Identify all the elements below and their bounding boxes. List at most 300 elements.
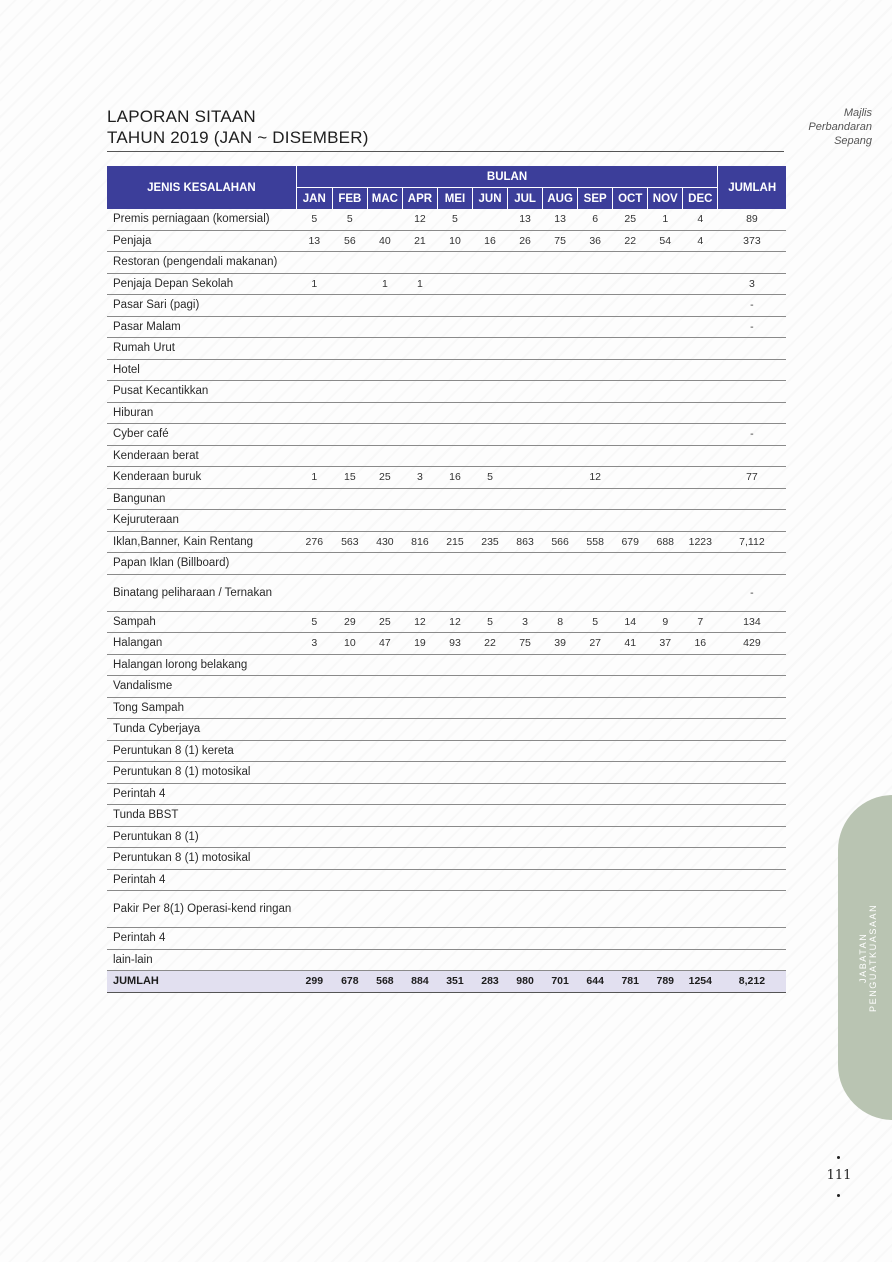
month-value-jul [508,949,543,971]
month-value-sep [578,295,613,317]
month-value-mei: 93 [437,633,472,655]
month-value-oct [613,338,648,360]
month-value-nov [648,848,683,870]
month-value-mei [437,510,472,532]
month-value-jan: 5 [296,209,332,230]
table-row [107,719,786,741]
table-row [107,869,786,891]
table-row [107,424,786,446]
month-value-apr: 19 [402,633,437,655]
month-value-jul [508,316,543,338]
month-value-jan [296,553,332,575]
month-value-mac [367,338,402,360]
month-value-aug [543,467,578,489]
month-value-mac [367,676,402,698]
month-value-mei [437,381,472,403]
offense-name: Hiburan [107,402,296,424]
offense-name: Perintah 4 [107,928,296,950]
month-value-jul [508,762,543,784]
month-value-nov [648,928,683,950]
month-value-jun [473,488,508,510]
month-value-mei [437,928,472,950]
month-value-sep [578,869,613,891]
month-value-mac [367,252,402,274]
month-value-sep [578,697,613,719]
month-value-jun [473,424,508,446]
table-row [107,697,786,719]
month-value-jun [473,826,508,848]
row-total [718,654,786,676]
month-value-jan: 1 [296,467,332,489]
row-total [718,338,786,360]
month-value-feb [332,553,367,575]
month-value-aug [543,869,578,891]
month-value-jul [508,381,543,403]
month-value-jun [473,783,508,805]
month-value-feb [332,762,367,784]
month-value-mei [437,805,472,827]
offense-name: Cyber café [107,424,296,446]
month-value-apr [402,928,437,950]
offense-name: Perintah 4 [107,869,296,891]
offense-name: Rumah Urut [107,338,296,360]
month-value-jul [508,574,543,611]
row-total: 89 [718,209,786,230]
month-value-aug [543,654,578,676]
month-value-nov [648,574,683,611]
offense-name: JUMLAH [107,971,296,993]
month-value-feb: 563 [332,531,367,553]
month-value-apr [402,719,437,741]
month-value-jul [508,424,543,446]
month-value-sep [578,510,613,532]
month-value-jan [296,826,332,848]
month-value-aug [543,316,578,338]
month-value-nov [648,740,683,762]
month-value-jun [473,869,508,891]
month-value-oct [613,869,648,891]
month-value-apr: 3 [402,467,437,489]
month-value-aug [543,697,578,719]
month-value-dec [683,654,718,676]
month-value-jun [473,697,508,719]
month-value-mac [367,848,402,870]
row-total [718,762,786,784]
row-total [718,553,786,575]
month-value-mac [367,826,402,848]
month-value-jun [473,338,508,360]
month-value-dec [683,510,718,532]
offense-name: Bangunan [107,488,296,510]
row-total [718,805,786,827]
offense-name: Perintah 4 [107,783,296,805]
month-value-feb [332,510,367,532]
month-value-jul [508,869,543,891]
month-value-jun [473,295,508,317]
row-total [718,869,786,891]
month-value-sep [578,826,613,848]
month-value-apr [402,424,437,446]
month-value-nov [648,424,683,446]
month-value-mei [437,719,472,741]
month-value-nov: 37 [648,633,683,655]
month-value-apr: 12 [402,209,437,230]
month-value-feb [332,402,367,424]
month-value-dec: 1254 [683,971,718,993]
month-value-dec: 16 [683,633,718,655]
month-value-nov [648,295,683,317]
month-value-dec [683,488,718,510]
offense-name: Tong Sampah [107,697,296,719]
month-value-feb [332,295,367,317]
month-value-oct [613,928,648,950]
month-value-oct: 679 [613,531,648,553]
row-total: - [718,574,786,611]
month-value-oct [613,783,648,805]
month-value-mei [437,402,472,424]
month-value-jun: 5 [473,467,508,489]
month-value-jun: 16 [473,230,508,252]
table-row [107,928,786,950]
month-value-feb [332,697,367,719]
month-value-mac [367,510,402,532]
month-value-aug [543,553,578,575]
page-dot-top [837,1156,840,1159]
month-value-apr [402,445,437,467]
month-value-jun: 5 [473,611,508,633]
month-value-jun [473,762,508,784]
month-value-dec [683,697,718,719]
table-row [107,467,786,489]
month-value-nov: 789 [648,971,683,993]
month-value-aug: 8 [543,611,578,633]
month-value-jul [508,805,543,827]
month-value-aug: 701 [543,971,578,993]
month-value-dec [683,381,718,403]
organization-name [808,106,872,148]
header-month-dec: DEC [683,188,718,210]
month-value-oct [613,762,648,784]
month-value-feb [332,676,367,698]
table-row [107,338,786,360]
table-row [107,783,786,805]
month-value-feb [332,488,367,510]
month-value-jun [473,359,508,381]
offense-name: lain-lain [107,949,296,971]
month-value-nov [648,891,683,928]
month-value-aug [543,510,578,532]
month-value-dec [683,402,718,424]
month-value-sep [578,928,613,950]
month-value-mac [367,805,402,827]
month-value-nov [648,252,683,274]
month-value-jan: 13 [296,230,332,252]
month-value-jan [296,295,332,317]
month-value-oct [613,553,648,575]
row-total [718,381,786,403]
month-value-mac [367,697,402,719]
month-value-jul [508,891,543,928]
month-value-jan [296,402,332,424]
month-value-aug [543,891,578,928]
month-value-jan [296,445,332,467]
month-value-jun: 22 [473,633,508,655]
month-value-dec [683,740,718,762]
month-value-jan [296,488,332,510]
month-value-jul [508,553,543,575]
month-value-dec [683,574,718,611]
month-value-dec [683,445,718,467]
month-value-oct [613,252,648,274]
month-value-jul [508,467,543,489]
page-dot-bottom [837,1194,840,1197]
month-value-apr [402,891,437,928]
offense-name: Tunda Cyberjaya [107,719,296,741]
offense-name: Kenderaan buruk [107,467,296,489]
header-month-jul: JUL [508,188,543,210]
month-value-nov: 1 [648,209,683,230]
month-value-mac [367,402,402,424]
table-row [107,531,786,553]
month-value-apr [402,574,437,611]
row-total: 373 [718,230,786,252]
month-value-feb: 10 [332,633,367,655]
month-value-mei [437,676,472,698]
month-value-dec [683,316,718,338]
month-value-jul: 75 [508,633,543,655]
month-value-jun [473,445,508,467]
month-value-jan [296,783,332,805]
row-total: - [718,316,786,338]
month-value-mei [437,445,472,467]
row-total: - [718,424,786,446]
month-value-jun [473,676,508,698]
month-value-mac [367,295,402,317]
header-month-oct: OCT [613,188,648,210]
month-value-mac [367,740,402,762]
month-value-jan: 299 [296,971,332,993]
month-value-dec: 4 [683,209,718,230]
month-value-mei [437,295,472,317]
month-value-aug [543,928,578,950]
month-value-nov [648,826,683,848]
month-value-sep [578,316,613,338]
month-value-dec [683,719,718,741]
month-value-apr [402,848,437,870]
month-value-dec [683,295,718,317]
table-row [107,762,786,784]
month-value-jan [296,949,332,971]
table-row [107,949,786,971]
month-value-apr [402,805,437,827]
month-value-jun [473,574,508,611]
month-value-jan [296,891,332,928]
header-jenis-kesalahan: JENIS KESALAHAN [107,166,296,209]
month-value-jan [296,805,332,827]
month-value-feb: 15 [332,467,367,489]
month-value-apr: 1 [402,273,437,295]
month-value-sep [578,654,613,676]
month-value-oct [613,826,648,848]
month-value-jul [508,273,543,295]
month-value-apr [402,697,437,719]
month-value-jun: 235 [473,531,508,553]
month-value-oct [613,424,648,446]
month-value-oct [613,467,648,489]
month-value-aug [543,949,578,971]
month-value-jun [473,654,508,676]
month-value-mac [367,445,402,467]
month-value-jan [296,338,332,360]
header-jumlah: JUMLAH [718,166,786,209]
month-value-mei [437,762,472,784]
month-value-oct: 41 [613,633,648,655]
month-value-mac [367,209,402,230]
month-value-mei [437,891,472,928]
month-value-nov: 54 [648,230,683,252]
seizure-report-table [107,166,786,993]
month-value-dec [683,869,718,891]
month-value-apr [402,381,437,403]
month-value-nov [648,316,683,338]
month-value-aug [543,783,578,805]
month-value-aug [543,826,578,848]
month-value-jan [296,740,332,762]
month-value-nov [648,381,683,403]
month-value-jan: 3 [296,633,332,655]
month-value-sep: 558 [578,531,613,553]
row-total: 7,112 [718,531,786,553]
month-value-feb: 56 [332,230,367,252]
month-value-mac: 1 [367,273,402,295]
month-value-jun [473,402,508,424]
month-value-dec [683,805,718,827]
month-value-jul [508,338,543,360]
month-value-apr [402,676,437,698]
month-value-feb [332,783,367,805]
month-value-nov [648,273,683,295]
row-total [718,928,786,950]
month-value-aug [543,740,578,762]
month-value-apr [402,316,437,338]
month-value-sep [578,273,613,295]
month-value-nov: 9 [648,611,683,633]
month-value-oct [613,488,648,510]
row-total [718,402,786,424]
page-number: 111 [826,1168,852,1183]
month-value-aug [543,805,578,827]
org-line-2: Perbandaran [808,121,872,133]
offense-name: Peruntukan 8 (1) kereta [107,740,296,762]
total-row [107,971,786,993]
table-row [107,273,786,295]
month-value-sep [578,783,613,805]
row-total [718,719,786,741]
row-total: 429 [718,633,786,655]
table-row [107,633,786,655]
month-value-aug: 75 [543,230,578,252]
table-row [107,805,786,827]
month-value-mac [367,762,402,784]
month-value-jan [296,928,332,950]
month-value-mei: 5 [437,209,472,230]
month-value-sep [578,719,613,741]
month-value-oct [613,445,648,467]
table-row [107,230,786,252]
month-value-feb [332,338,367,360]
month-value-apr [402,654,437,676]
month-value-mei [437,740,472,762]
month-value-aug [543,381,578,403]
month-value-feb [332,381,367,403]
month-value-jan [296,424,332,446]
month-value-sep: 6 [578,209,613,230]
month-value-sep: 12 [578,467,613,489]
table-row [107,381,786,403]
month-value-nov [648,488,683,510]
month-value-feb [332,740,367,762]
month-value-apr [402,826,437,848]
month-value-mei: 351 [437,971,472,993]
month-value-feb [332,928,367,950]
title-line-1: LAPORAN SITAAN [107,107,256,126]
offense-name: Pusat Kecantikkan [107,381,296,403]
month-value-jan [296,359,332,381]
month-value-apr: 884 [402,971,437,993]
offense-name: Peruntukan 8 (1) motosikal [107,762,296,784]
month-value-aug [543,359,578,381]
offense-name: Kenderaan berat [107,445,296,467]
table-row [107,402,786,424]
row-total [718,510,786,532]
month-value-sep [578,805,613,827]
month-value-nov [648,402,683,424]
month-value-aug: 39 [543,633,578,655]
month-value-apr [402,359,437,381]
month-value-mac [367,381,402,403]
month-value-jul: 980 [508,971,543,993]
table-row [107,574,786,611]
month-value-feb [332,273,367,295]
month-value-sep: 27 [578,633,613,655]
month-value-feb: 29 [332,611,367,633]
month-value-aug [543,402,578,424]
month-value-oct [613,719,648,741]
month-value-sep [578,359,613,381]
month-value-jun [473,719,508,741]
month-value-mac [367,654,402,676]
row-total [718,445,786,467]
month-value-sep [578,740,613,762]
month-value-jun [473,949,508,971]
month-value-oct: 14 [613,611,648,633]
month-value-oct [613,402,648,424]
table-row [107,209,786,230]
month-value-oct [613,574,648,611]
section-label: JABATAN PENGUATKUASAAN [858,903,878,1012]
month-value-jan [296,869,332,891]
offense-name: Pakir Per 8(1) Operasi-kend ringan [107,891,296,928]
month-value-sep [578,848,613,870]
month-value-feb [332,826,367,848]
org-line-1: Majlis [843,107,872,119]
row-total [718,697,786,719]
month-value-mac: 25 [367,611,402,633]
month-value-sep [578,402,613,424]
month-value-mac: 47 [367,633,402,655]
month-value-dec [683,676,718,698]
month-value-jun [473,740,508,762]
